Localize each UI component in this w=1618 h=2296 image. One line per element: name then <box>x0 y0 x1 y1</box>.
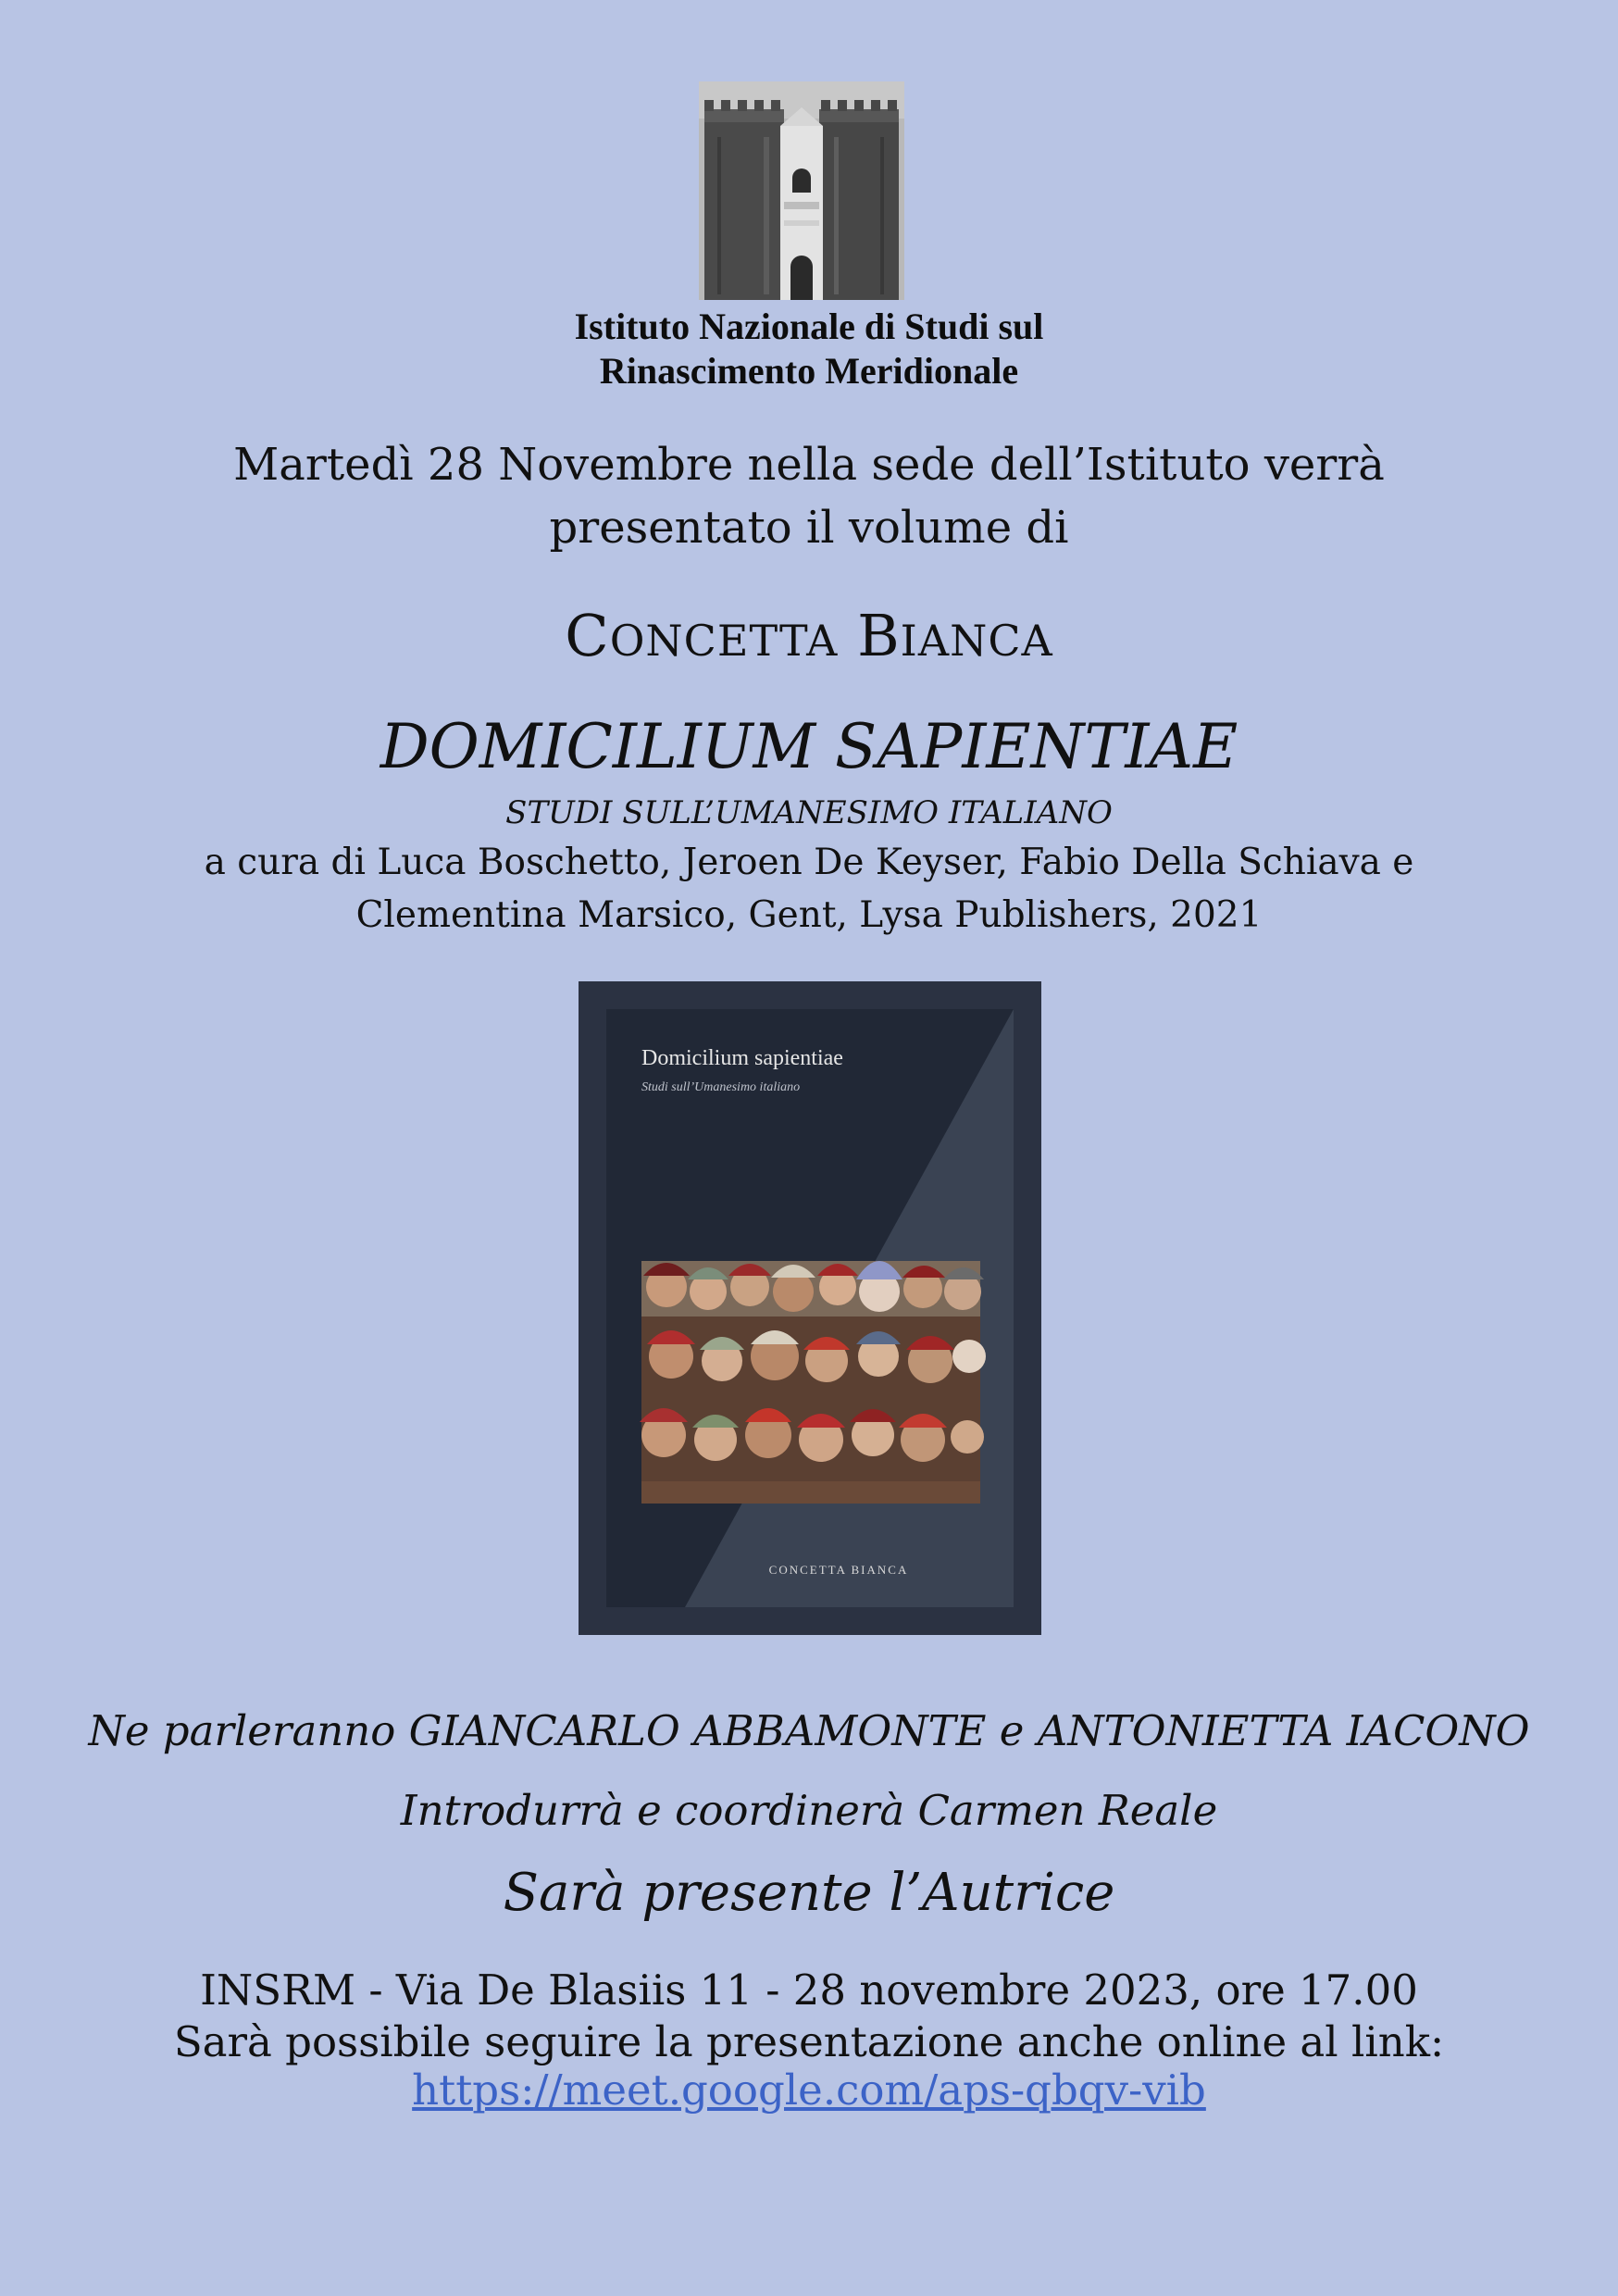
editors-line2: Clementina Marsico, Gent, Lysa Publishers, 2021 <box>355 894 1263 936</box>
intro-line2: presentato il volume di <box>549 502 1069 554</box>
cover-title: Domicilium sapientiae <box>641 1046 843 1070</box>
cover-author: CONCETTA BIANCA <box>768 1563 909 1577</box>
book-title: DOMICILIUM SAPIENTIAE <box>380 711 1238 782</box>
online-note-line: Sarà possibile seguire la presentazione anche online al link: <box>173 2017 1445 2066</box>
institute-name-line2: Rinascimento Meridionale <box>599 350 1019 392</box>
cover-subtitle: Studi sull’Umanesimo italiano <box>641 1080 801 1094</box>
intro-line1: Martedì 28 Novembre nella sede dell’Istituto verrà <box>233 439 1385 491</box>
editors-line1: a cura di Luca Boschetto, Jeroen De Keyser, Fabio Della Schiava e <box>204 842 1414 883</box>
meeting-link-row <box>0 2065 1618 2115</box>
speakers-line: Ne parleranno GIANCARLO ABBAMONTE e ANTONIETTA IACONO <box>88 1706 1530 1755</box>
author-presence-line: Sarà presente l’Autrice <box>503 1863 1115 1923</box>
book-editors <box>0 836 1618 942</box>
author-last-initial: B <box>857 602 901 669</box>
intro-text <box>0 433 1618 559</box>
book-subtitle: STUDI SULL’UMANESIMO ITALIANO <box>505 794 1113 831</box>
castle-towers-icon <box>699 81 904 300</box>
author-first-initial: C <box>565 602 610 669</box>
author-name <box>0 602 1618 669</box>
renaissance-fresco-faces-icon <box>640 1261 986 1504</box>
institute-name-line1: Istituto Nazionale di Studi sul <box>574 306 1044 347</box>
place-date-line: INSRM - Via De Blasiis 11 - 28 novembre 2023, ore 17.00 <box>200 1965 1418 2015</box>
book-cover-image <box>579 981 1041 1635</box>
author-last-rest: IANCA <box>900 616 1053 666</box>
coordinator-line: Introdurrà e coordinerà Carmen Reale <box>400 1786 1218 1835</box>
meeting-link[interactable]: https://meet.google.com/aps-qbqv-vib <box>412 2065 1206 2115</box>
author-first-rest: ONCETTA <box>609 616 839 666</box>
